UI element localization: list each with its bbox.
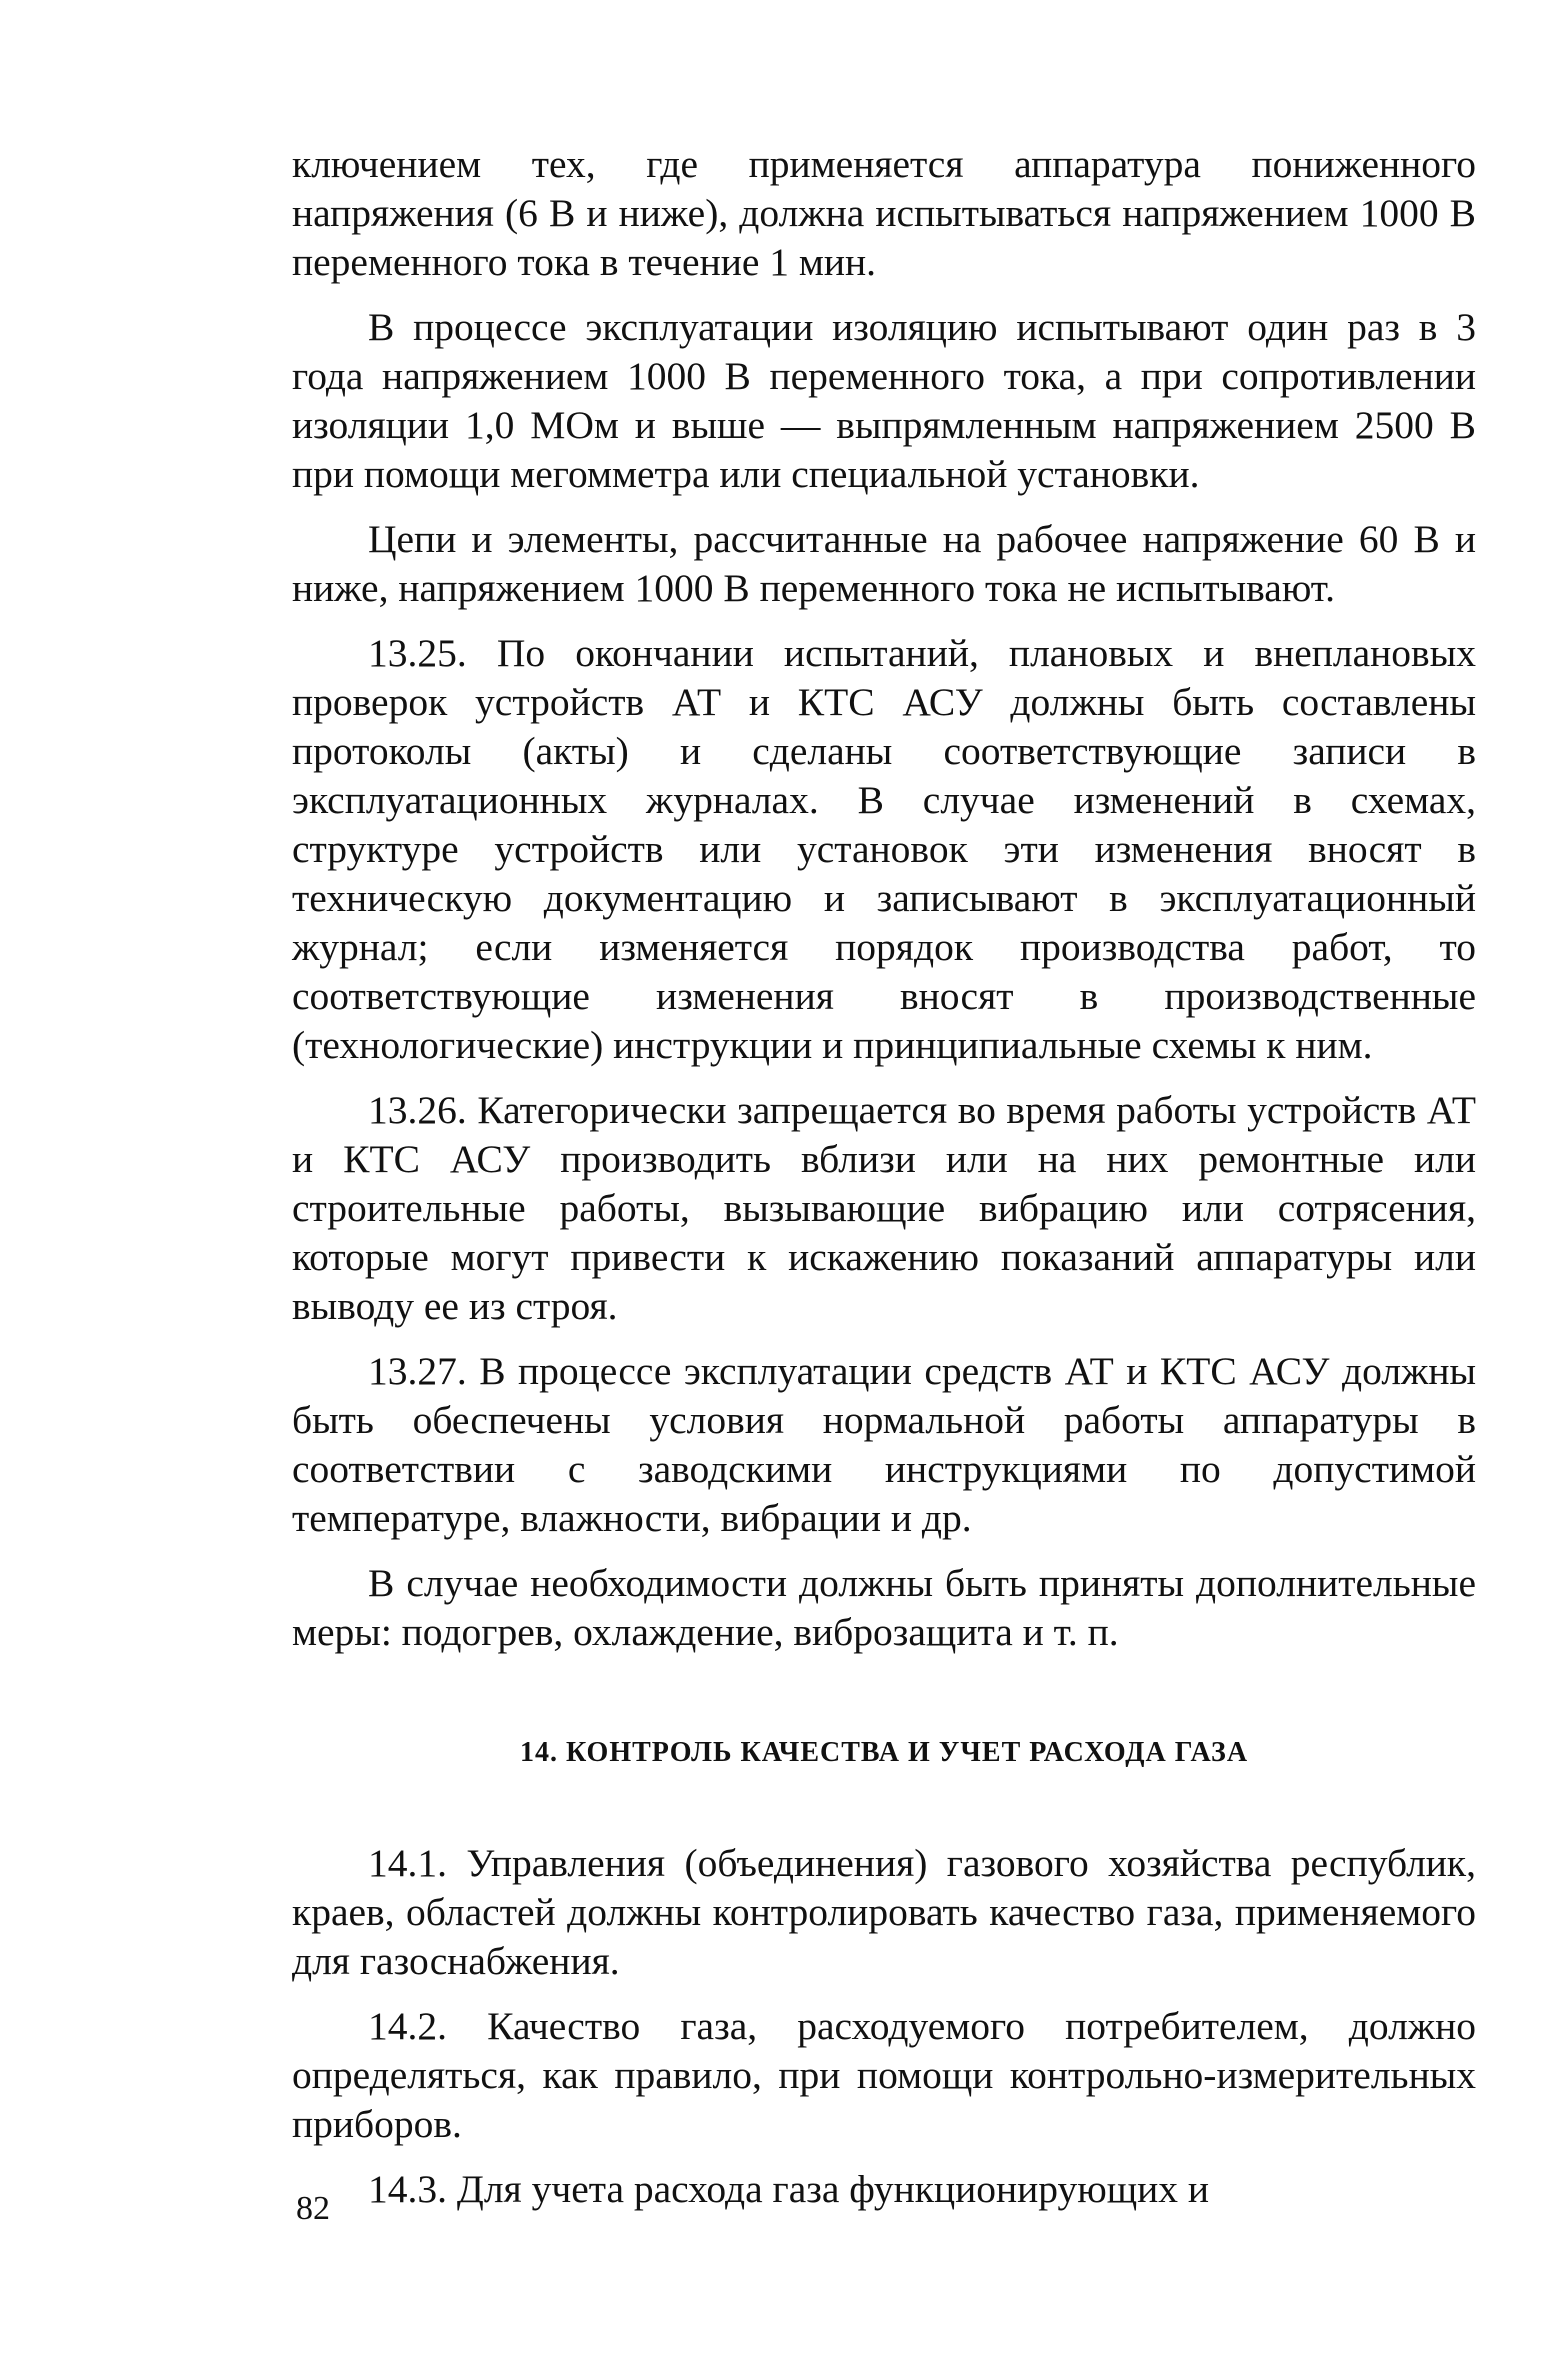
paragraph-14-2: 14.2. Качество газа, расходуемого потребителем, должно определяться, как правило, при помощи контрольно-измерительных приборов.	[292, 2004, 1476, 2146]
paragraph-continuation: ключением тех, где применяется аппаратура пониженного напряжения (6 В и ниже), должна испытываться напряжением 1000 В переменного тока в течение 1 мин.	[292, 142, 1476, 284]
paragraph-13-27: 13.27. В процессе эксплуатации средств АТ и КТС АСУ должны быть обеспечены условия нормальной работы аппаратуры в соответствии с заводскими инструкциями по допустимой температуре, влажности, вибрации и др.	[292, 1349, 1476, 1540]
page-content	[292, 140, 1476, 2214]
paragraph-13-25: 13.25. По окончании испытаний, плановых и внеплановых проверок устройств АТ и КТС АСУ должны быть составлены протоколы (акты) и сделаны соответствующие записи в эксплуатационных журналах. В случае изменений в схемах, структуре устройств или установок эти изменения вносят в техническую документацию и записывают в эксплуатационный журнал; если изменяется порядок производства работ, то соответствующие изменения вносят в производственные (технологические) инструкции и принципиальные схемы к ним.	[292, 631, 1476, 1067]
paragraph-14-1: 14.1. Управления (объединения) газового хозяйства республик, краев, областей должны контролировать качество газа, применяемого для газоснабжения.	[292, 1841, 1476, 1983]
paragraph-14-3: 14.3. Для учета расхода газа функционирующих и	[368, 2167, 1210, 2211]
paragraph-low-voltage-circuits: Цепи и элементы, рассчитанные на рабочее напряжение 60 В и ниже, напряжением 1000 В переменного тока не испытывают.	[292, 517, 1476, 610]
page-number: 82	[296, 2190, 330, 2227]
paragraph-additional-measures: В случае необходимости должны быть приняты дополнительные меры: подогрев, охлаждение, виброзащита и т. п.	[292, 1561, 1476, 1654]
paragraph-13-26: 13.26. Категорически запрещается во время работы устройств АТ и КТС АСУ производить вблизи или на них ремонтные или строительные работы, вызывающие вибрацию или сотрясения, которые могут привести к искажению показаний аппаратуры или выводу ее из строя.	[292, 1088, 1476, 1328]
section-heading: 14. КОНТРОЛЬ КАЧЕСТВА И УЧЕТ РАСХОДА ГАЗА	[519, 1737, 1249, 1768]
paragraph-insulation-testing: В процессе эксплуатации изоляцию испытывают один раз в 3 года напряжением 1000 В переменного тока, а при сопротивлении изоляции 1,0 МОм и выше — выпрямленным напряжением 2500 В при помощи мегомметра или специальной установки.	[292, 305, 1476, 496]
